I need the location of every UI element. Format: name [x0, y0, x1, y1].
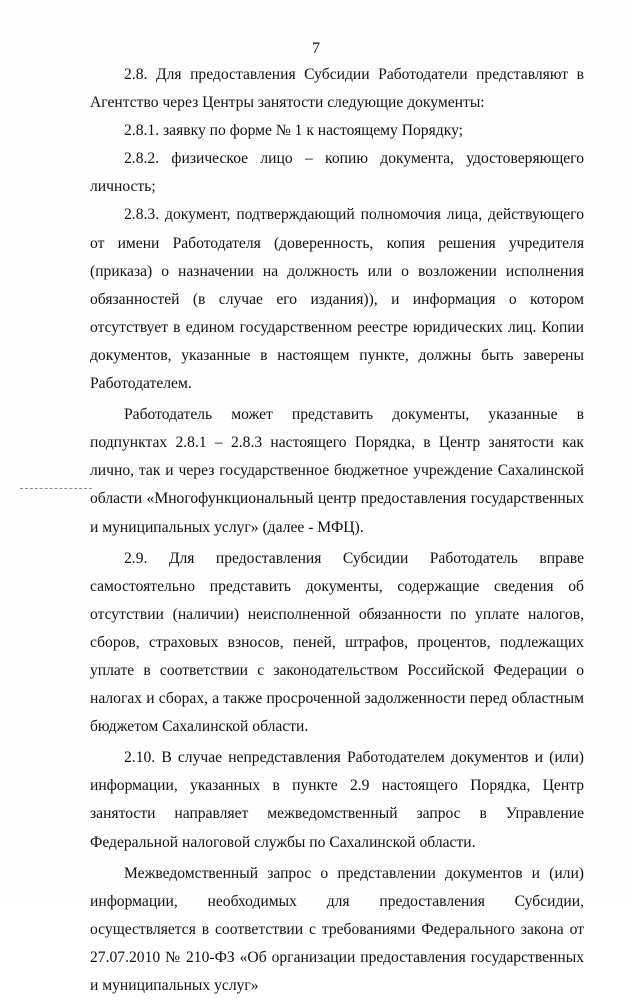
paragraph-2-8: 2.8. Для предоставления Субсидии Работодатели представляют в Агентство через Центры занятости следующие документы: [90, 66, 584, 112]
paragraph-2-8-3: 2.8.3. документ, подтверждающий полномочия лица, действующего от имени Работодателя (доверенность, копия решения учредителя (приказа) о назначении на должность или о возложении исполнения обязанностей (в случае его издания)), и информация о котором отсутствует в едином государственном реестре юридических лиц. Копии документов, указанные в настоящем пункте, должны быть заверены Работодателем. [90, 206, 584, 393]
paragraph-2-10: 2.10. В случае непредставления Работодателем документов и (или) информации, указанных в пункте 2.9 настоящего Порядка, Центр занятости направляет межведомственный запрос в Управление Федеральной налоговой службы по Сахалинской области. [90, 749, 584, 851]
paragraph-employer-submission: Работодатель может представить документы, указанные в подпунктах 2.8.1 – 2.8.3 настоящего Порядка, в Центр занятости как лично, так и через государственное бюджетное учреждение Сахалинской области «Многофункциональный центр предоставления государственных и муниципальных услуг» (далее - МФЦ). [90, 406, 584, 536]
page-number: 7 [312, 40, 320, 57]
paragraph-2-8-2: 2.8.2. физическое лицо – копию документа, удостоверяющего личность; [90, 150, 584, 196]
paragraph-2-8-1: 2.8.1. заявку по форме № 1 к настоящему Порядку; [124, 122, 463, 140]
paragraph-2-9: 2.9. Для предоставления Субсидии Работодатель вправе самостоятельно представить документы, содержащие сведения об отсутствии (наличии) неисполненной обязанности по уплате налогов, сборов, страховых взносов, пеней, штрафов, процентов, подлежащих уплате в соответствии с законодательством Российской Федерации о налогах и сборах, а также просроченной задолженности перед областным бюджетом Сахалинской области. [90, 549, 584, 736]
paragraph-interagency-request: Межведомственный запрос о представлении документов и (или) информации, необходимых для предоставления Субсидии, осуществляется в соответствии с требованиями Федерального закона от 27.07.2010 № 210-ФЗ «Об организации предоставления государственных и муниципальных услуг» [90, 864, 584, 994]
document-body [90, 61, 584, 1000]
scan-margin-mark [20, 488, 92, 489]
